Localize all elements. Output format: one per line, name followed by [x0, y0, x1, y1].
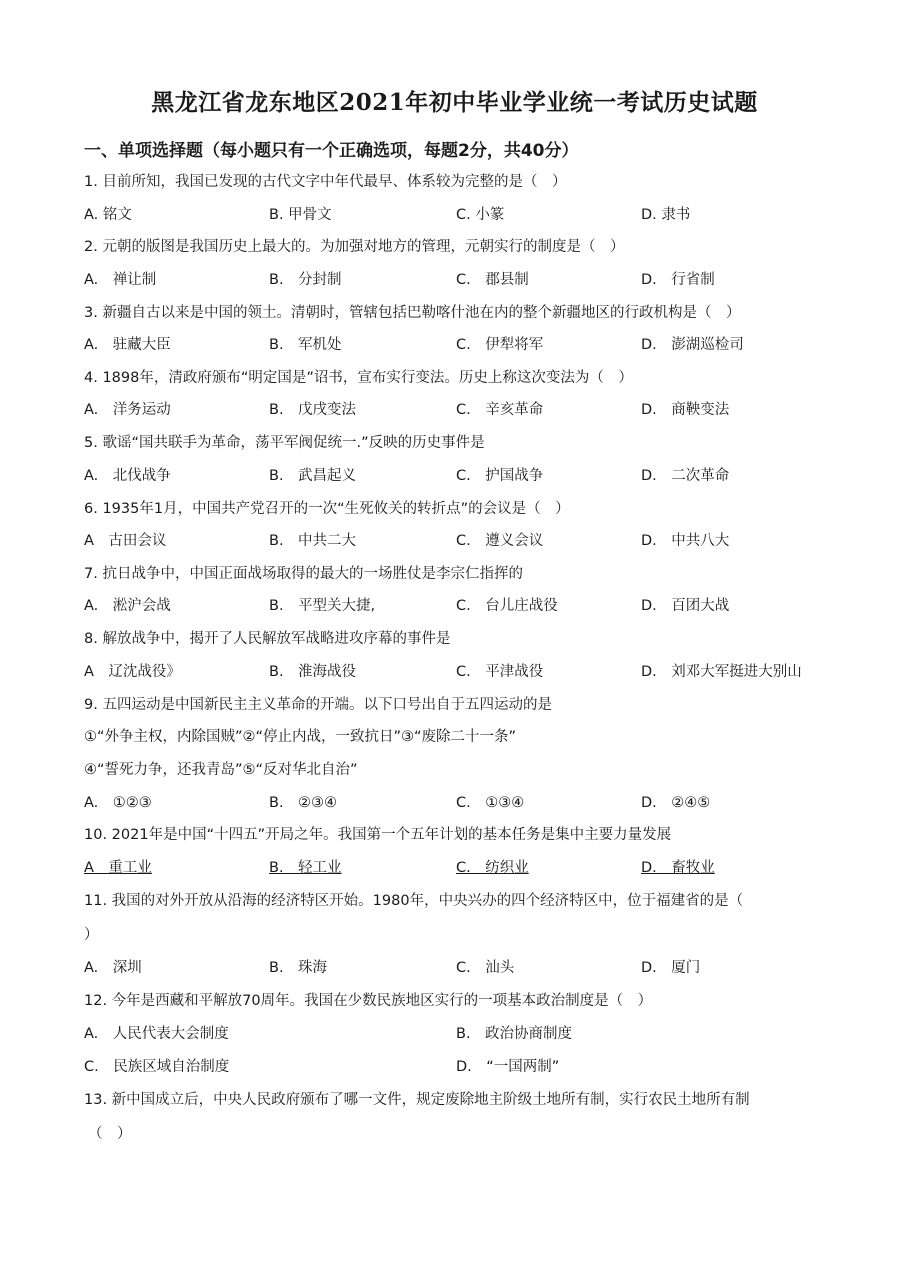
question-statements: ④“誓死力争，还我青岛”⑤“反对华北自治” [84, 762, 358, 778]
option-c: C. 民族区域自治制度 [84, 1059, 230, 1075]
question-statements: ①“外争主权，内除国贼”②“停止内战，一致抗日”③“废除二十一条” [84, 729, 517, 745]
option-c: C. 小篆 [456, 207, 505, 223]
option-b: B. 中共二大 [269, 533, 357, 549]
option-b: B. 甲骨文 [269, 207, 332, 223]
option-d: D. 隶书 [641, 207, 691, 223]
option-c: C. 辛亥革命 [456, 402, 544, 418]
option-d: D. “一国两制” [456, 1059, 560, 1075]
option-a: A. 北伐战争 [84, 468, 171, 484]
option-d: D. 行省制 [641, 272, 715, 288]
question-stem-continued: ） [84, 927, 99, 943]
question-stem: 10. 2021年是中国“十四五”开局之年。我国第一个五年计划的基本任务是集中主要力量发展 [84, 827, 672, 843]
option-c: C. 平津战役 [456, 664, 544, 680]
option-c: C. 伊犁将军 [456, 337, 544, 353]
question-stem: 11. 我国的对外开放从沿海的经济特区开始。1980年，中央兴办的四个经济特区中，位于福建省的是（ [84, 893, 744, 909]
option-a: A. 人民代表大会制度 [84, 1026, 229, 1042]
option-d: D. 二次革命 [641, 468, 730, 484]
option-a: A. 洋务运动 [84, 402, 171, 418]
option-b: B. 军机处 [269, 337, 342, 353]
option-b: B. 政治协商制度 [456, 1026, 573, 1042]
option-a: A. 淞沪会战 [84, 598, 171, 614]
question-stem: 4. 1898年，清政府颁布“明定国是”诏书，宣布实行变法。历史上称这次变法为（ ） [84, 370, 633, 386]
question-stem: 8. 解放战争中，揭开了人民解放军战略进攻序幕的事件是 [84, 631, 451, 647]
exam-title: 黑龙江省龙东地区2021年初中毕业学业统一考试历史试题 [151, 89, 758, 116]
option-d: D. 刘邓大军挺进大别山 [641, 664, 802, 680]
question-stem: 6. 1935年1月，中国共产党召开的一次“生死攸关的转折点”的会议是（ ） [84, 501, 570, 517]
question-stem: 12. 今年是西藏和平解放70周年。我国在少数民族地区实行的一项基本政治制度是（ ） [84, 993, 653, 1009]
option-a: A 古田会议 [84, 533, 167, 549]
option-c: C. 护国战争 [456, 468, 544, 484]
option-b: B. 珠海 [269, 960, 328, 976]
question-stem: 5. 歌谣“国共联手为革命，荡平军阀促统一.”反映的历史事件是 [84, 435, 485, 451]
option-a: A 辽沈战役》 [84, 664, 181, 680]
option-a: A. 禅让制 [84, 272, 157, 288]
option-d: D. 厦门 [641, 960, 701, 976]
option-c: C. 郡县制 [456, 272, 529, 288]
section-heading: 一、单项选择题（每小题只有一个正确选项，每题2分，共40分） [84, 141, 579, 161]
option-c: C. 遵义会议 [456, 533, 544, 549]
question-stem: 7. 抗日战争中，中国正面战场取得的最大的一场胜仗是李宗仁指挥的 [84, 566, 523, 582]
option-c: C. 纺织业 [456, 860, 529, 876]
option-d: D. 百团大战 [641, 598, 730, 614]
option-a: A. ①②③ [84, 795, 152, 811]
option-a: A 重工业 [84, 860, 152, 876]
option-b: B. 分封制 [269, 272, 342, 288]
option-d: D. ②④⑤ [641, 795, 711, 811]
question-stem: 9. 五四运动是中国新民主主义革命的开端。以下口号出自于五四运动的是 [84, 697, 552, 713]
option-b: B. 淮海战役 [269, 664, 357, 680]
question-stem: 13. 新中国成立后，中央人民政府颁布了哪一文件，规定废除地主阶级土地所有制，实行农民土地所有制 [84, 1092, 750, 1108]
option-b: B. 戊戌变法 [269, 402, 357, 418]
option-c: C. 台儿庄战役 [456, 598, 558, 614]
option-c: C. 汕头 [456, 960, 515, 976]
option-a: A. 驻藏大臣 [84, 337, 171, 353]
option-b: B. 平型关大捷, [269, 598, 376, 614]
option-d: D. 澎湖巡检司 [641, 337, 744, 353]
option-d: D. 畜牧业 [641, 860, 715, 876]
option-d: D. 中共八大 [641, 533, 730, 549]
option-a: A. 深圳 [84, 960, 142, 976]
option-a: A. 铭文 [84, 207, 132, 223]
question-stem: 1. 目前所知，我国已发现的古代文字中年代最早、体系较为完整的是（ ） [84, 174, 567, 190]
question-stem: 2. 元朝的版图是我国历史上最大的。为加强对地方的管理，元朝实行的制度是（ ） [84, 239, 625, 255]
option-b: B. 轻工业 [269, 860, 342, 876]
option-b: B. 武昌起义 [269, 468, 357, 484]
option-b: B. ②③④ [269, 795, 338, 811]
question-stem: 3. 新疆自古以来是中国的领土。清朝时，管辖包括巴勒喀什池在内的整个新疆地区的行政机构是（ ） [84, 305, 741, 321]
option-c: C. ①③④ [456, 795, 525, 811]
question-stem-continued: （ ） [88, 1126, 132, 1142]
option-d: D. 商鞅变法 [641, 402, 730, 418]
